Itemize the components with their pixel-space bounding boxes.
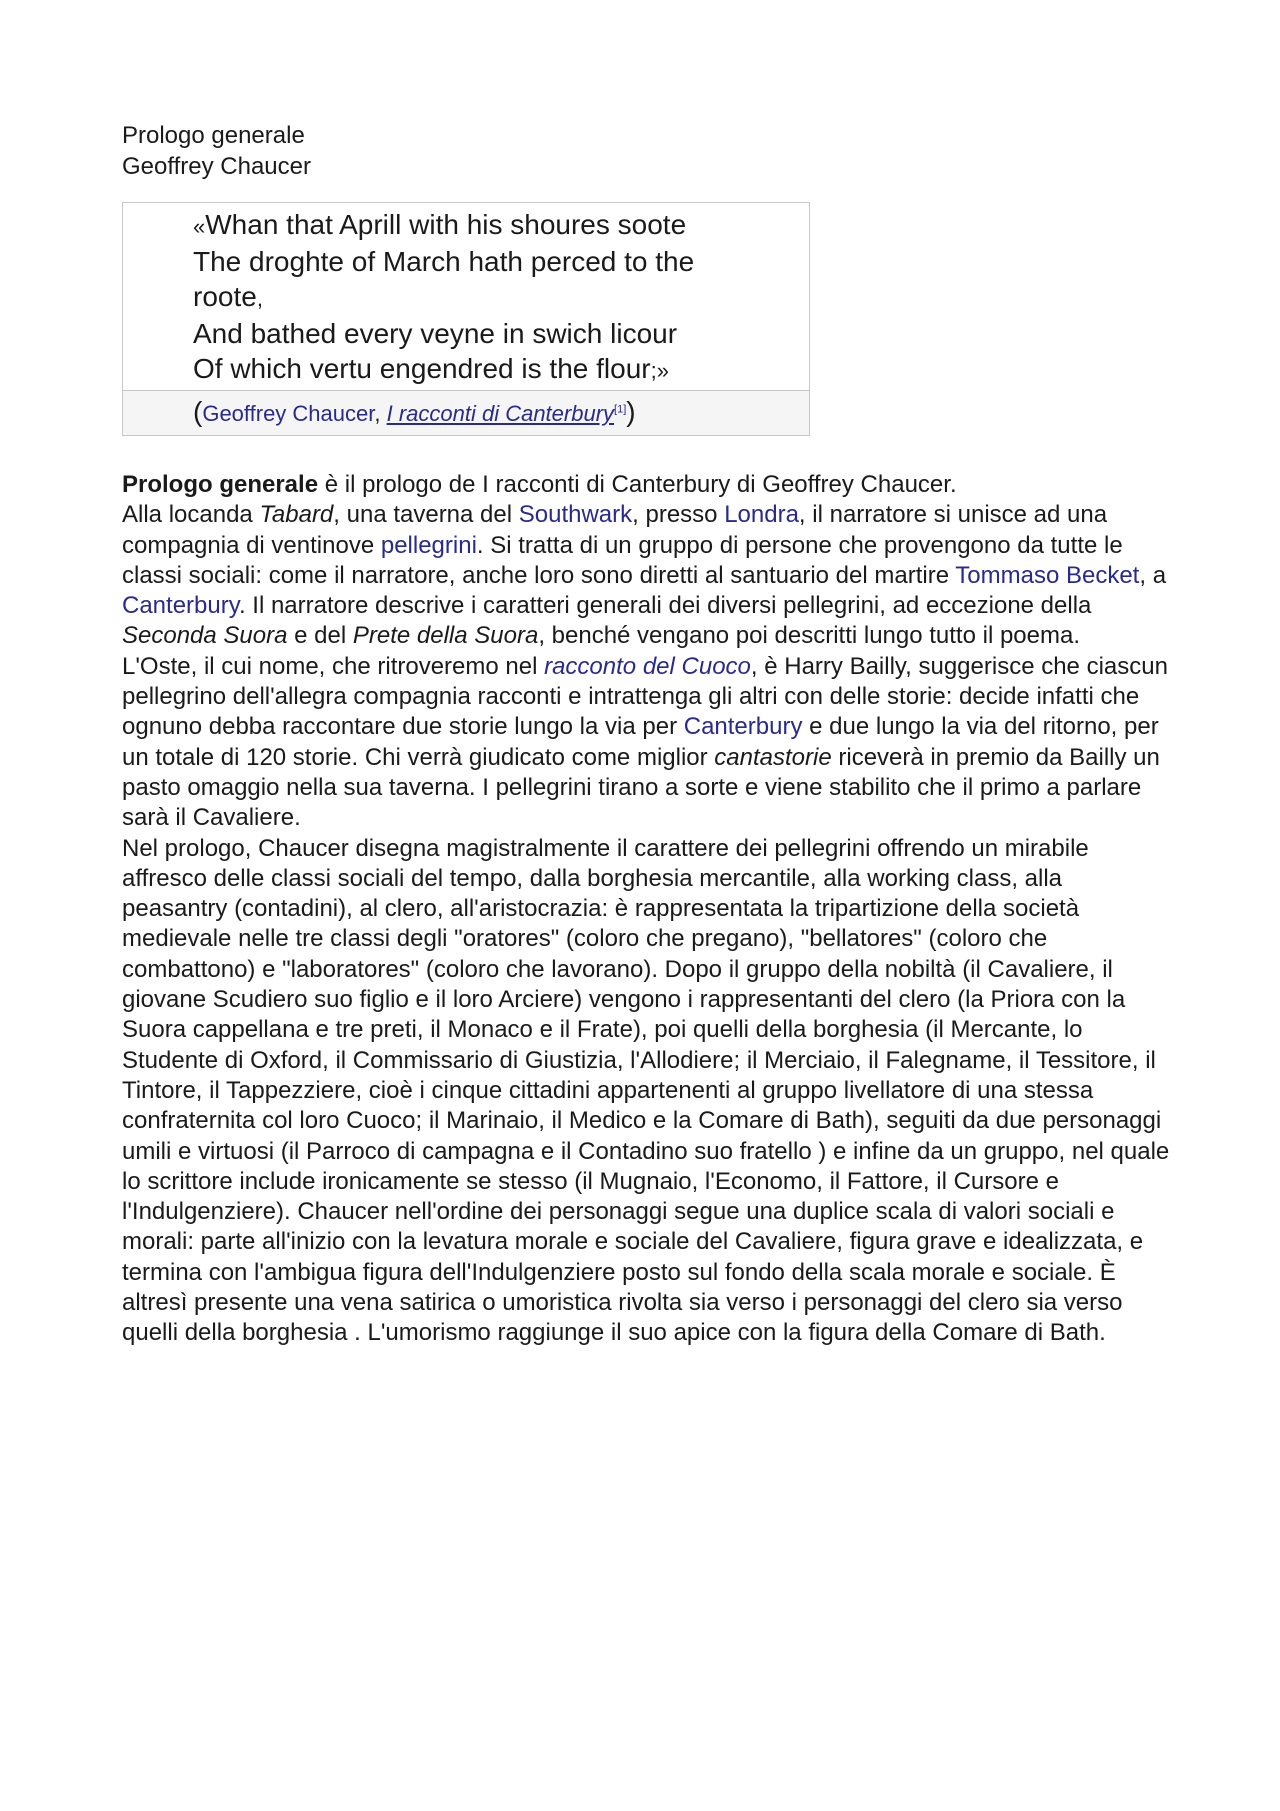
link-southwark[interactable]: Southwark (518, 501, 633, 529)
link-tommaso-becket[interactable]: Tommaso Becket (955, 561, 1140, 589)
text-span: , presso (632, 501, 725, 529)
italic-cantastorie: cantastorie (714, 743, 832, 771)
quote-open-mark: « (193, 214, 206, 239)
text-span: . Il narratore descrive i caratteri generali dei diversi pellegrini, ad eccezione della (238, 592, 1092, 620)
italic-prete-della-suora: Prete della Suora (352, 622, 539, 650)
text-span: . Si tratta di un gruppo di persone che provengono da tutte le classi sociali: come il narratore, anche loro sono diretti al santuario del martire (122, 531, 1123, 589)
cite-open-paren: ( (193, 396, 203, 427)
quote-box (122, 202, 810, 436)
text-span: , benché vengano poi descritti lungo tutto il poema. (538, 622, 1080, 650)
cite-separator: , (374, 401, 387, 426)
quote-line-3-text: roote (193, 281, 257, 312)
link-londra[interactable]: Londra (724, 501, 799, 529)
text-span: , una taverna del (333, 501, 519, 529)
quote-line-1-text: Whan that Aprill with his shoures soote (205, 209, 687, 240)
text-span: , a (1139, 561, 1167, 589)
link-canterbury-2[interactable]: Canterbury (683, 713, 803, 741)
italic-tabard: Tabard (259, 501, 334, 529)
text-span: , è Harry Bailly, suggerisce che ciascun pellegrino dell'allegra compagnia racconti e intrattenga gli altri con delle storie: decide infatti che ognuno debba raccontare due storie lungo la via per (122, 652, 1168, 741)
quote-line-1 (193, 207, 799, 244)
link-racconto-del-cuoco[interactable]: racconto del Cuoco (544, 652, 751, 680)
text-span: e due lungo la via del ritorno, per un totale di 120 storie. Chi verrà giudicato come miglior (122, 713, 1159, 771)
text-span: , il narratore si unisce ad una compagnia di ventinove (122, 501, 1108, 559)
text-span: Alla locanda (122, 501, 260, 529)
cite-close-paren: ) (626, 396, 636, 427)
paragraph-oste (122, 652, 1172, 834)
quote-line-2: The droghte of March hath perced to the (193, 246, 695, 277)
intro-text: è il prologo de I racconti di Canterbury di Geoffrey Chaucer. (318, 471, 957, 498)
quote-line-3 (193, 279, 799, 316)
text-span: e del (287, 622, 353, 650)
paragraph-prologo: Nel prologo, Chaucer disegna magistralmente il carattere dei pellegrini offrendo un mirabile affresco delle classi sociali del tempo, dalla borghesia mercantile, alla working class, alla peasantry (contadini), al clero, all'aristocrazia: è rappresentata la tripartizione della società medievale nelle tre classi degli "oratores" (coloro che pregano), "bellatores" (coloro che combattono) e "laboratores" (coloro che lavorano). Dopo il gruppo della nobiltà (il Cavaliere, il giovane Scudiero suo figlio e il loro Arciere) vengono i rappresentanti del clero (la Priora con la Suora cappellana e tre preti, il Monaco e il Frate), poi quelli della borghesia (il Mercante, lo Studente di Oxford, il Commissario di Giustizia, l'Allodiere; il Merciaio, il Falegname, il Tessitore, il Tintore, il Tappezziere, cioè i cinque cittadini appartenenti al gruppo livellatore di una stessa confraternita col loro Cuoco; il Marinaio, il Medico e la Comare di Bath), seguiti da due personaggi umili e virtuosi (il Parroco di campagna e il Contadino suo fratello ) e infine da un gruppo, nel quale lo scrittore include ironicamente se stesso (il Mugnaio, l'Economo, il Fattore, il Cursore e l'Indulgenziere). Chaucer nell'ordine dei personaggi segue una duplice scala di valori sociali e morali: parte all'inizio con la levatura morale e sociale del Cavaliere, figura grave e idealizzata, e termina con l'ambigua figura dell'Indulgenziere posto sul fondo della scala morale e sociale. È altresì presente una vena satirica o umoristica rivolta sia verso i personaggi del clero sia verso quelli della borghesia . L'umorismo raggiunge il suo apice con la figura della Comare di Bath. (122, 834, 1170, 1347)
quote-text (123, 203, 809, 390)
quote-line-5-punct: ; (650, 358, 657, 383)
quote-line-3-punct: , (256, 286, 263, 311)
article-body (122, 470, 1172, 1349)
text-span: L'Oste, il cui nome, che ritroveremo nel (122, 652, 545, 680)
document-author: Geoffrey Chaucer (122, 153, 311, 180)
link-canterbury[interactable]: Canterbury (122, 592, 239, 620)
cite-reference-link[interactable]: [1] (614, 403, 627, 416)
document-page (122, 120, 1172, 1349)
text-span: riceverà in premio da Bailly un pasto omaggio nella sua taverna. I pellegrini tirano a sorte e viene stabilito che il primo a parlare sarà il Cavaliere. (122, 743, 1160, 832)
quote-line-5-text: Of which vertu engendred is the flour (193, 353, 651, 384)
cite-author-link[interactable]: Geoffrey Chaucer (202, 401, 375, 426)
italic-seconda-suora: Seconda Suora (122, 622, 288, 650)
quote-line-4: And bathed every veyne in swich licour (193, 318, 678, 349)
cite-work-link[interactable]: I racconti di Canterbury (386, 401, 615, 426)
quote-line-5 (193, 351, 799, 388)
paragraph-locanda (122, 500, 1172, 651)
intro-bold-term: Prologo generale (122, 471, 319, 498)
paragraph-intro (122, 470, 1172, 500)
document-title: Prologo generale (122, 122, 305, 149)
quote-citation (123, 390, 809, 435)
quote-close-mark: » (656, 358, 669, 383)
link-pellegrini[interactable]: pellegrini (380, 531, 477, 559)
